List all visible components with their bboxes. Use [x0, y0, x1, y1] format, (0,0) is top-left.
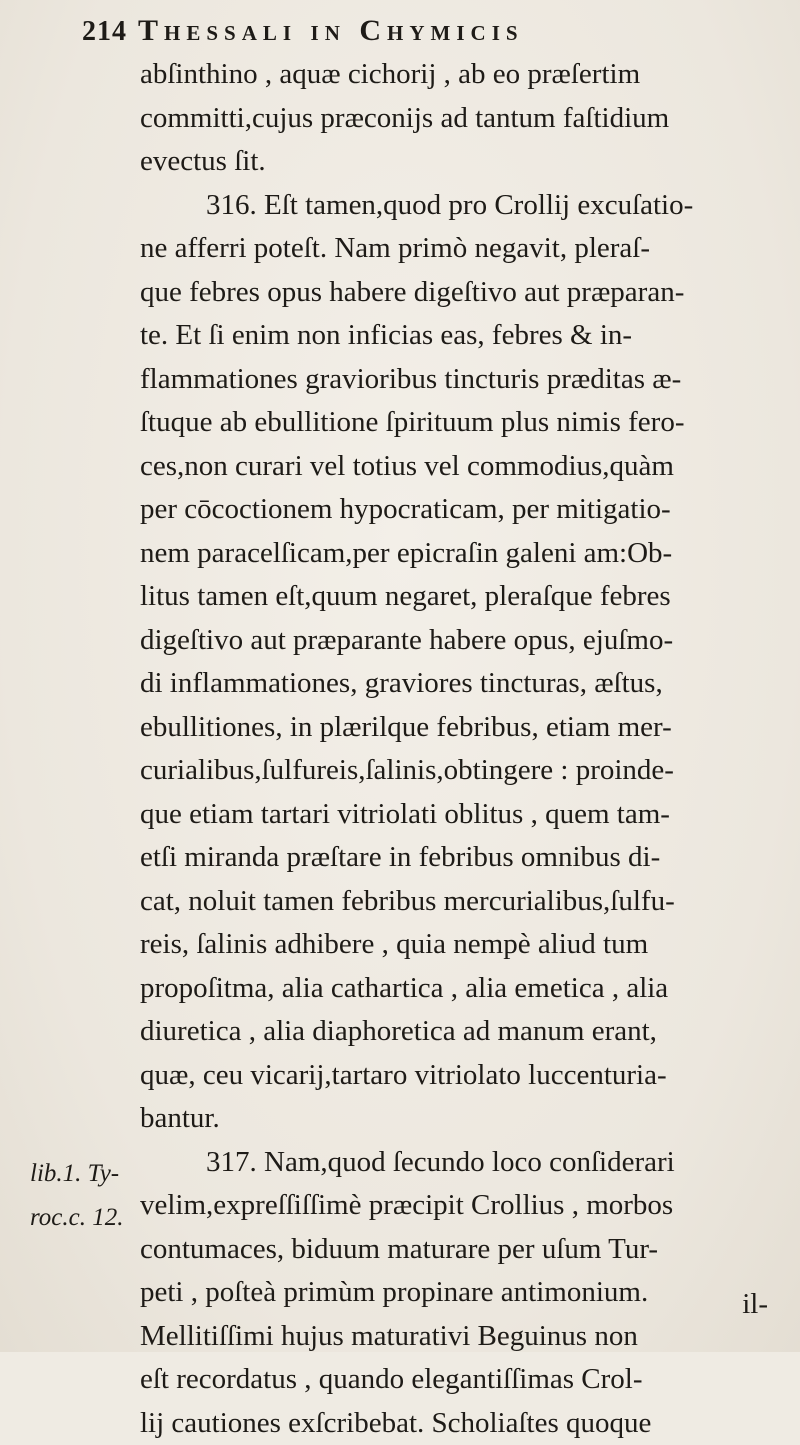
text-line: per cōcoctionem hypocraticam, per mitigatio- — [140, 488, 795, 532]
text-line: di inflammationes, graviores tincturas, æſtus, — [140, 662, 795, 706]
text-line: eſt recordatus , quando elegantiſſimas Crol- — [140, 1358, 795, 1402]
margin-note: lib.1. Ty- — [30, 1160, 119, 1188]
body-text — [140, 53, 795, 1445]
text-line: que febres opus habere digeſtivo aut præparan- — [140, 271, 795, 315]
text-line: diuretica , alia diaphoretica ad manum erant, — [140, 1010, 795, 1054]
text-line: que etiam tartari vitriolati oblitus , quem tam- — [140, 793, 795, 837]
text-line: flammationes gravioribus tincturis præditas æ- — [140, 358, 795, 402]
text-line: cat, noluit tamen febribus mercurialibus,ſulfu- — [140, 880, 795, 924]
text-line: etſi miranda præſtare in febribus omnibus di- — [140, 836, 795, 880]
margin-note: roc.c. 12. — [30, 1204, 124, 1232]
text-line: peti , poſteà primùm propinare antimonium. — [140, 1271, 795, 1315]
text-line: nem paracelſicam,per epicraſin galeni am:Ob- — [140, 532, 795, 576]
text-line: litus tamen eſt,quum negaret, pleraſque febres — [140, 575, 795, 619]
text-line: ces,non curari vel totius vel commodius,quàm — [140, 445, 795, 489]
text-line: te. Et ſi enim non inficias eas, febres & in- — [140, 314, 795, 358]
text-line: committi,cujus præconijs ad tantum faſtidium — [140, 97, 795, 141]
text-line: velim,expreſſiſſimè præcipit Crollius , morbos — [140, 1184, 795, 1228]
text-line: ne afferri poteſt. Nam primò negavit, pleraſ- — [140, 227, 795, 271]
text-line: Mellitiſſimi hujus maturativi Beguinus non — [140, 1315, 795, 1359]
margin-notes — [0, 0, 140, 1352]
text-line: curialibus,ſulfureis,ſalinis,obtingere : proinde- — [140, 749, 795, 793]
text-line: reis, ſalinis adhibere , quia nempè aliud tum — [140, 923, 795, 967]
text-line: digeſtivo aut præparante habere opus, ejuſmo- — [140, 619, 795, 663]
text-line: 317. Nam,quod ſecundo loco conſiderari — [140, 1141, 795, 1185]
running-title: Thessali in Chymicis — [138, 14, 524, 48]
text-line: bantur. — [140, 1097, 795, 1141]
text-line: 316. Eſt tamen,quod pro Crollij excuſatio- — [140, 184, 795, 228]
text-line: lij cautiones exſcribebat. Scholiaſtes quoque — [140, 1402, 795, 1445]
text-line: ebullitiones, in plærilque febribus, etiam mer- — [140, 706, 795, 750]
text-line: contumaces, biduum maturare per uſum Tur- — [140, 1228, 795, 1272]
text-line: evectus ſit. — [140, 140, 795, 184]
catchword: il- — [742, 1288, 768, 1321]
text-line: quæ, ceu vicarij,tartaro vitriolato luccenturia- — [140, 1054, 795, 1098]
page-number: 214 — [82, 16, 127, 48]
text-line: ſtuque ab ebullitione ſpirituum plus nimis fero- — [140, 401, 795, 445]
page-header — [82, 12, 782, 52]
text-line: propoſitma, alia cathartica , alia emetica , alia — [140, 967, 795, 1011]
text-line: abſinthino , aquæ cichorij , ab eo præſertim — [140, 53, 795, 97]
